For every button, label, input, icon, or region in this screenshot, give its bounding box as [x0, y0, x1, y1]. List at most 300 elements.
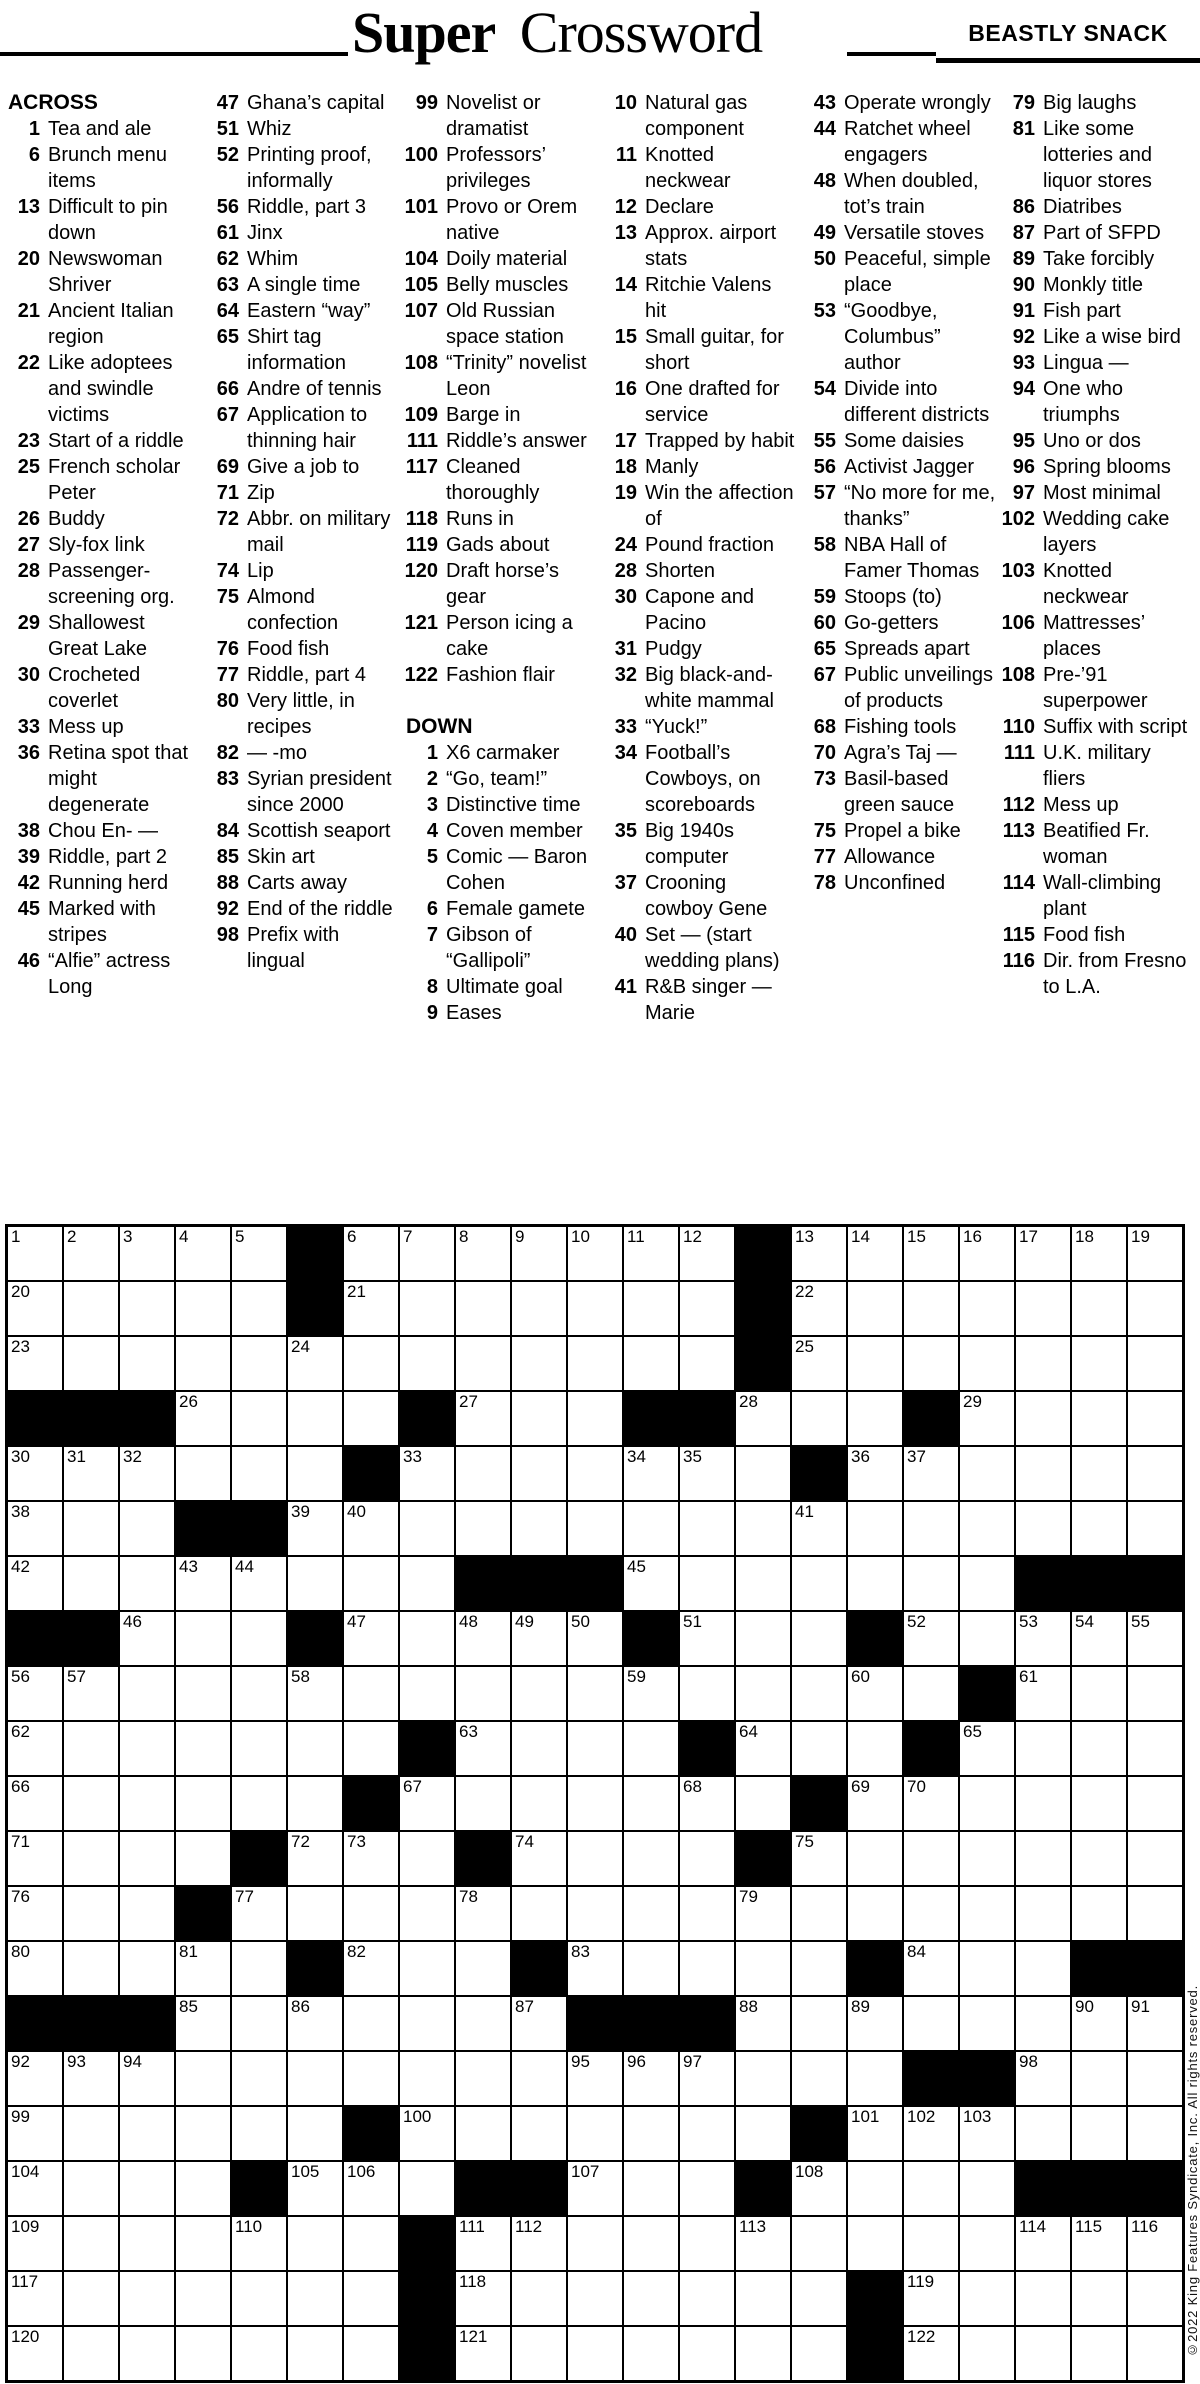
grid-cell[interactable]	[175, 1831, 231, 1886]
grid-cell[interactable]	[847, 1776, 903, 1831]
grid-cell[interactable]	[847, 1336, 903, 1391]
grid-cell[interactable]	[903, 2326, 959, 2381]
grid-cell[interactable]	[231, 1776, 287, 1831]
grid-cell[interactable]	[1127, 1996, 1183, 2051]
grid-cell[interactable]	[959, 1556, 1015, 1611]
grid-cell[interactable]	[959, 1391, 1015, 1446]
grid-cell[interactable]	[623, 1831, 679, 1886]
grid-cell[interactable]	[343, 1556, 399, 1611]
grid-cell[interactable]	[231, 1886, 287, 1941]
grid-cell[interactable]	[7, 2106, 63, 2161]
grid-cell[interactable]	[847, 1501, 903, 1556]
grid-cell[interactable]	[847, 1556, 903, 1611]
grid-cell[interactable]	[175, 1336, 231, 1391]
grid-cell[interactable]	[1127, 2271, 1183, 2326]
grid-cell[interactable]	[7, 1336, 63, 1391]
grid-cell[interactable]	[511, 1336, 567, 1391]
grid-cell[interactable]	[287, 1446, 343, 1501]
grid-cell[interactable]	[735, 2106, 791, 2161]
grid-cell[interactable]	[1071, 1501, 1127, 1556]
grid-cell[interactable]	[623, 1776, 679, 1831]
grid-cell[interactable]	[63, 1281, 119, 1336]
grid-cell[interactable]	[567, 2216, 623, 2271]
grid-cell[interactable]	[679, 2216, 735, 2271]
grid-cell[interactable]	[623, 1281, 679, 1336]
grid-cell[interactable]	[1127, 1611, 1183, 1666]
grid-cell[interactable]	[1127, 1391, 1183, 1446]
grid-cell[interactable]	[231, 2326, 287, 2381]
grid-cell[interactable]	[1127, 1831, 1183, 1886]
grid-cell[interactable]	[511, 1611, 567, 1666]
grid-cell[interactable]	[343, 2326, 399, 2381]
grid-cell[interactable]	[231, 1941, 287, 1996]
grid-cell[interactable]	[287, 2161, 343, 2216]
grid-cell[interactable]	[343, 1721, 399, 1776]
grid-cell[interactable]	[847, 2216, 903, 2271]
grid-cell[interactable]	[1127, 1446, 1183, 1501]
grid-cell[interactable]	[175, 1446, 231, 1501]
grid-cell[interactable]	[343, 1941, 399, 1996]
grid-cell[interactable]	[63, 1776, 119, 1831]
grid-cell[interactable]	[119, 1556, 175, 1611]
grid-cell[interactable]	[1071, 1446, 1127, 1501]
grid-cell[interactable]	[679, 2271, 735, 2326]
grid-cell[interactable]	[1127, 2216, 1183, 2271]
grid-cell[interactable]	[679, 1941, 735, 1996]
grid-cell[interactable]	[567, 1226, 623, 1281]
grid-cell[interactable]	[567, 1446, 623, 1501]
grid-cell[interactable]	[455, 1886, 511, 1941]
grid-cell[interactable]	[7, 1446, 63, 1501]
grid-cell[interactable]	[791, 1556, 847, 1611]
grid-cell[interactable]	[287, 1391, 343, 1446]
grid-cell[interactable]	[1071, 1886, 1127, 1941]
grid-cell[interactable]	[119, 1611, 175, 1666]
grid-cell[interactable]	[735, 1721, 791, 1776]
grid-cell[interactable]	[1127, 1721, 1183, 1776]
grid-cell[interactable]	[287, 1831, 343, 1886]
grid-cell[interactable]	[959, 2326, 1015, 2381]
grid-cell[interactable]	[791, 1831, 847, 1886]
grid-cell[interactable]	[511, 1226, 567, 1281]
grid-cell[interactable]	[623, 1886, 679, 1941]
grid-cell[interactable]	[511, 1446, 567, 1501]
grid-cell[interactable]	[511, 1886, 567, 1941]
grid-cell[interactable]	[1015, 1831, 1071, 1886]
grid-cell[interactable]	[175, 1941, 231, 1996]
grid-cell[interactable]	[511, 1501, 567, 1556]
grid-cell[interactable]	[1015, 1501, 1071, 1556]
grid-cell[interactable]	[959, 1336, 1015, 1391]
grid-cell[interactable]	[679, 2326, 735, 2381]
grid-cell[interactable]	[343, 1996, 399, 2051]
grid-cell[interactable]	[567, 2106, 623, 2161]
grid-cell[interactable]	[511, 1831, 567, 1886]
grid-cell[interactable]	[679, 1556, 735, 1611]
grid-cell[interactable]	[959, 1886, 1015, 1941]
grid-cell[interactable]	[903, 1446, 959, 1501]
grid-cell[interactable]	[119, 1941, 175, 1996]
grid-cell[interactable]	[175, 1721, 231, 1776]
grid-cell[interactable]	[287, 2216, 343, 2271]
grid-cell[interactable]	[7, 2271, 63, 2326]
grid-cell[interactable]	[175, 1226, 231, 1281]
grid-cell[interactable]	[7, 1776, 63, 1831]
grid-cell[interactable]	[175, 1281, 231, 1336]
grid-cell[interactable]	[791, 2216, 847, 2271]
grid-cell[interactable]	[455, 1446, 511, 1501]
grid-cell[interactable]	[959, 1721, 1015, 1776]
grid-cell[interactable]	[399, 2051, 455, 2106]
grid-cell[interactable]	[791, 1281, 847, 1336]
grid-cell[interactable]	[623, 1941, 679, 1996]
grid-cell[interactable]	[455, 2271, 511, 2326]
grid-cell[interactable]	[63, 1941, 119, 1996]
grid-cell[interactable]	[903, 1831, 959, 1886]
grid-cell[interactable]	[959, 1941, 1015, 1996]
grid-cell[interactable]	[119, 1886, 175, 1941]
grid-cell[interactable]	[903, 1611, 959, 1666]
grid-cell[interactable]	[399, 1886, 455, 1941]
grid-cell[interactable]	[567, 2161, 623, 2216]
grid-cell[interactable]	[735, 1611, 791, 1666]
grid-cell[interactable]	[63, 1446, 119, 1501]
grid-cell[interactable]	[343, 2051, 399, 2106]
grid-cell[interactable]	[287, 1886, 343, 1941]
grid-cell[interactable]	[7, 2216, 63, 2271]
grid-cell[interactable]	[735, 2051, 791, 2106]
grid-cell[interactable]	[455, 1721, 511, 1776]
grid-cell[interactable]	[791, 1501, 847, 1556]
grid-cell[interactable]	[1015, 1941, 1071, 1996]
grid-cell[interactable]	[175, 2106, 231, 2161]
grid-cell[interactable]	[1071, 1226, 1127, 1281]
grid-cell[interactable]	[1127, 1776, 1183, 1831]
grid-cell[interactable]	[1015, 2271, 1071, 2326]
grid-cell[interactable]	[623, 2051, 679, 2106]
grid-cell[interactable]	[7, 1666, 63, 1721]
grid-cell[interactable]	[399, 1281, 455, 1336]
grid-cell[interactable]	[847, 2051, 903, 2106]
grid-cell[interactable]	[1071, 1721, 1127, 1776]
grid-cell[interactable]	[959, 1501, 1015, 1556]
grid-cell[interactable]	[511, 2051, 567, 2106]
grid-cell[interactable]	[63, 1831, 119, 1886]
grid-cell[interactable]	[903, 1886, 959, 1941]
grid-cell[interactable]	[63, 2051, 119, 2106]
grid-cell[interactable]	[231, 1556, 287, 1611]
grid-cell[interactable]	[679, 1776, 735, 1831]
grid-cell[interactable]	[567, 1336, 623, 1391]
grid-cell[interactable]	[343, 1336, 399, 1391]
grid-cell[interactable]	[959, 1996, 1015, 2051]
grid-cell[interactable]	[119, 2326, 175, 2381]
grid-cell[interactable]	[735, 1941, 791, 1996]
grid-cell[interactable]	[1071, 2216, 1127, 2271]
grid-cell[interactable]	[1015, 1666, 1071, 1721]
grid-cell[interactable]	[399, 1611, 455, 1666]
grid-cell[interactable]	[679, 1611, 735, 1666]
grid-cell[interactable]	[567, 1611, 623, 1666]
grid-cell[interactable]	[1015, 1776, 1071, 1831]
grid-cell[interactable]	[1071, 1391, 1127, 1446]
grid-cell[interactable]	[399, 1446, 455, 1501]
grid-cell[interactable]	[1071, 1336, 1127, 1391]
grid-cell[interactable]	[343, 1281, 399, 1336]
grid-cell[interactable]	[287, 2271, 343, 2326]
grid-cell[interactable]	[959, 2106, 1015, 2161]
grid-cell[interactable]	[735, 1996, 791, 2051]
grid-cell[interactable]	[567, 2051, 623, 2106]
grid-cell[interactable]	[119, 1336, 175, 1391]
grid-cell[interactable]	[847, 1666, 903, 1721]
grid-cell[interactable]	[791, 1886, 847, 1941]
grid-cell[interactable]	[903, 1996, 959, 2051]
grid-cell[interactable]	[455, 2051, 511, 2106]
grid-cell[interactable]	[399, 1226, 455, 1281]
grid-cell[interactable]	[1015, 1336, 1071, 1391]
grid-cell[interactable]	[119, 1226, 175, 1281]
grid-cell[interactable]	[567, 1721, 623, 1776]
grid-cell[interactable]	[343, 1666, 399, 1721]
grid-cell[interactable]	[1015, 2216, 1071, 2271]
grid-cell[interactable]	[791, 2271, 847, 2326]
grid-cell[interactable]	[679, 1886, 735, 1941]
grid-cell[interactable]	[455, 1776, 511, 1831]
grid-cell[interactable]	[455, 1941, 511, 1996]
grid-cell[interactable]	[455, 1281, 511, 1336]
grid-cell[interactable]	[343, 2161, 399, 2216]
grid-cell[interactable]	[287, 1556, 343, 1611]
grid-cell[interactable]	[1071, 1996, 1127, 2051]
grid-cell[interactable]	[175, 2051, 231, 2106]
grid-cell[interactable]	[735, 1501, 791, 1556]
grid-cell[interactable]	[343, 1886, 399, 1941]
grid-cell[interactable]	[735, 2216, 791, 2271]
grid-cell[interactable]	[63, 2106, 119, 2161]
grid-cell[interactable]	[119, 2106, 175, 2161]
grid-cell[interactable]	[7, 1886, 63, 1941]
grid-cell[interactable]	[791, 1226, 847, 1281]
grid-cell[interactable]	[791, 2161, 847, 2216]
grid-cell[interactable]	[679, 2106, 735, 2161]
grid-cell[interactable]	[1127, 2106, 1183, 2161]
grid-cell[interactable]	[791, 2051, 847, 2106]
grid-cell[interactable]	[511, 1391, 567, 1446]
grid-cell[interactable]	[735, 2271, 791, 2326]
grid-cell[interactable]	[1071, 1776, 1127, 1831]
grid-cell[interactable]	[903, 1281, 959, 1336]
grid-cell[interactable]	[567, 1501, 623, 1556]
grid-cell[interactable]	[847, 2161, 903, 2216]
grid-cell[interactable]	[959, 1831, 1015, 1886]
grid-cell[interactable]	[1127, 2051, 1183, 2106]
grid-cell[interactable]	[119, 1776, 175, 1831]
grid-cell[interactable]	[175, 1391, 231, 1446]
grid-cell[interactable]	[231, 1281, 287, 1336]
grid-cell[interactable]	[231, 1996, 287, 2051]
grid-cell[interactable]	[1127, 1336, 1183, 1391]
grid-cell[interactable]	[511, 2271, 567, 2326]
grid-cell[interactable]	[287, 1776, 343, 1831]
grid-cell[interactable]	[511, 1666, 567, 1721]
grid-cell[interactable]	[1071, 2271, 1127, 2326]
grid-cell[interactable]	[735, 1556, 791, 1611]
grid-cell[interactable]	[735, 1391, 791, 1446]
grid-cell[interactable]	[119, 1721, 175, 1776]
grid-cell[interactable]	[63, 1556, 119, 1611]
grid-cell[interactable]	[231, 2106, 287, 2161]
grid-cell[interactable]	[735, 1886, 791, 1941]
grid-cell[interactable]	[231, 1336, 287, 1391]
grid-cell[interactable]	[231, 2051, 287, 2106]
grid-cell[interactable]	[1071, 2326, 1127, 2381]
grid-cell[interactable]	[847, 1886, 903, 1941]
grid-cell[interactable]	[1015, 2051, 1071, 2106]
grid-cell[interactable]	[7, 1556, 63, 1611]
grid-cell[interactable]	[63, 2271, 119, 2326]
grid-cell[interactable]	[903, 1666, 959, 1721]
grid-cell[interactable]	[511, 2216, 567, 2271]
grid-cell[interactable]	[343, 1611, 399, 1666]
grid-cell[interactable]	[567, 1886, 623, 1941]
grid-cell[interactable]	[1127, 1501, 1183, 1556]
grid-cell[interactable]	[455, 1666, 511, 1721]
grid-cell[interactable]	[567, 1941, 623, 1996]
grid-cell[interactable]	[1071, 1831, 1127, 1886]
grid-cell[interactable]	[623, 2161, 679, 2216]
grid-cell[interactable]	[455, 1391, 511, 1446]
grid-cell[interactable]	[959, 1226, 1015, 1281]
grid-cell[interactable]	[511, 1776, 567, 1831]
grid-cell[interactable]	[343, 1391, 399, 1446]
grid-cell[interactable]	[511, 1281, 567, 1336]
grid-cell[interactable]	[567, 2271, 623, 2326]
grid-cell[interactable]	[679, 1666, 735, 1721]
grid-cell[interactable]	[623, 2326, 679, 2381]
grid-cell[interactable]	[399, 1556, 455, 1611]
grid-cell[interactable]	[623, 1226, 679, 1281]
grid-cell[interactable]	[847, 1721, 903, 1776]
grid-cell[interactable]	[679, 2161, 735, 2216]
grid-cell[interactable]	[455, 1611, 511, 1666]
grid-cell[interactable]	[1015, 1721, 1071, 1776]
grid-cell[interactable]	[791, 1666, 847, 1721]
grid-cell[interactable]	[791, 1611, 847, 1666]
grid-cell[interactable]	[63, 1886, 119, 1941]
grid-cell[interactable]	[231, 2271, 287, 2326]
grid-cell[interactable]	[623, 1556, 679, 1611]
grid-cell[interactable]	[175, 1776, 231, 1831]
grid-cell[interactable]	[455, 1336, 511, 1391]
grid-cell[interactable]	[231, 1666, 287, 1721]
grid-cell[interactable]	[455, 1501, 511, 1556]
grid-cell[interactable]	[679, 1831, 735, 1886]
grid-cell[interactable]	[1015, 1886, 1071, 1941]
grid-cell[interactable]	[343, 2271, 399, 2326]
grid-cell[interactable]	[791, 1996, 847, 2051]
grid-cell[interactable]	[791, 1391, 847, 1446]
grid-cell[interactable]	[399, 1941, 455, 1996]
grid-cell[interactable]	[455, 2106, 511, 2161]
grid-cell[interactable]	[1015, 1281, 1071, 1336]
grid-cell[interactable]	[903, 1776, 959, 1831]
grid-cell[interactable]	[119, 2161, 175, 2216]
grid-cell[interactable]	[63, 1226, 119, 1281]
grid-cell[interactable]	[7, 1831, 63, 1886]
grid-cell[interactable]	[455, 2326, 511, 2381]
grid-cell[interactable]	[63, 1721, 119, 1776]
grid-cell[interactable]	[1015, 1446, 1071, 1501]
grid-cell[interactable]	[1127, 1666, 1183, 1721]
grid-cell[interactable]	[1015, 2326, 1071, 2381]
grid-cell[interactable]	[679, 1226, 735, 1281]
grid-cell[interactable]	[791, 1721, 847, 1776]
grid-cell[interactable]	[287, 1996, 343, 2051]
grid-cell[interactable]	[511, 1721, 567, 1776]
grid-cell[interactable]	[567, 1666, 623, 1721]
grid-cell[interactable]	[1015, 2106, 1071, 2161]
grid-cell[interactable]	[903, 1336, 959, 1391]
grid-cell[interactable]	[623, 1501, 679, 1556]
grid-cell[interactable]	[63, 1336, 119, 1391]
grid-cell[interactable]	[7, 2326, 63, 2381]
grid-cell[interactable]	[7, 1281, 63, 1336]
grid-cell[interactable]	[231, 1721, 287, 1776]
grid-cell[interactable]	[455, 1226, 511, 1281]
grid-cell[interactable]	[7, 1226, 63, 1281]
grid-cell[interactable]	[343, 2216, 399, 2271]
grid-cell[interactable]	[1071, 1281, 1127, 1336]
grid-cell[interactable]	[959, 1776, 1015, 1831]
grid-cell[interactable]	[1127, 1886, 1183, 1941]
grid-cell[interactable]	[567, 1391, 623, 1446]
grid-cell[interactable]	[63, 2326, 119, 2381]
grid-cell[interactable]	[287, 2326, 343, 2381]
grid-cell[interactable]	[623, 1721, 679, 1776]
grid-cell[interactable]	[735, 1776, 791, 1831]
grid-cell[interactable]	[7, 2051, 63, 2106]
grid-cell[interactable]	[679, 2051, 735, 2106]
grid-cell[interactable]	[119, 1446, 175, 1501]
grid-cell[interactable]	[903, 2106, 959, 2161]
grid-cell[interactable]	[287, 1336, 343, 1391]
grid-cell[interactable]	[623, 2106, 679, 2161]
grid-cell[interactable]	[623, 1446, 679, 1501]
grid-cell[interactable]	[847, 1446, 903, 1501]
grid-cell[interactable]	[847, 1996, 903, 2051]
grid-cell[interactable]	[511, 2106, 567, 2161]
grid-cell[interactable]	[175, 1666, 231, 1721]
grid-cell[interactable]	[175, 2326, 231, 2381]
grid-cell[interactable]	[679, 1336, 735, 1391]
grid-cell[interactable]	[231, 2216, 287, 2271]
grid-cell[interactable]	[903, 1941, 959, 1996]
grid-cell[interactable]	[175, 2271, 231, 2326]
grid-cell[interactable]	[175, 2216, 231, 2271]
grid-cell[interactable]	[679, 1281, 735, 1336]
grid-cell[interactable]	[119, 2216, 175, 2271]
grid-cell[interactable]	[567, 1281, 623, 1336]
grid-cell[interactable]	[1071, 2106, 1127, 2161]
grid-cell[interactable]	[175, 2161, 231, 2216]
grid-cell[interactable]	[287, 1501, 343, 1556]
grid-cell[interactable]	[1071, 1611, 1127, 1666]
grid-cell[interactable]	[735, 1446, 791, 1501]
grid-cell[interactable]	[399, 2161, 455, 2216]
grid-cell[interactable]	[231, 1391, 287, 1446]
grid-cell[interactable]	[231, 1226, 287, 1281]
